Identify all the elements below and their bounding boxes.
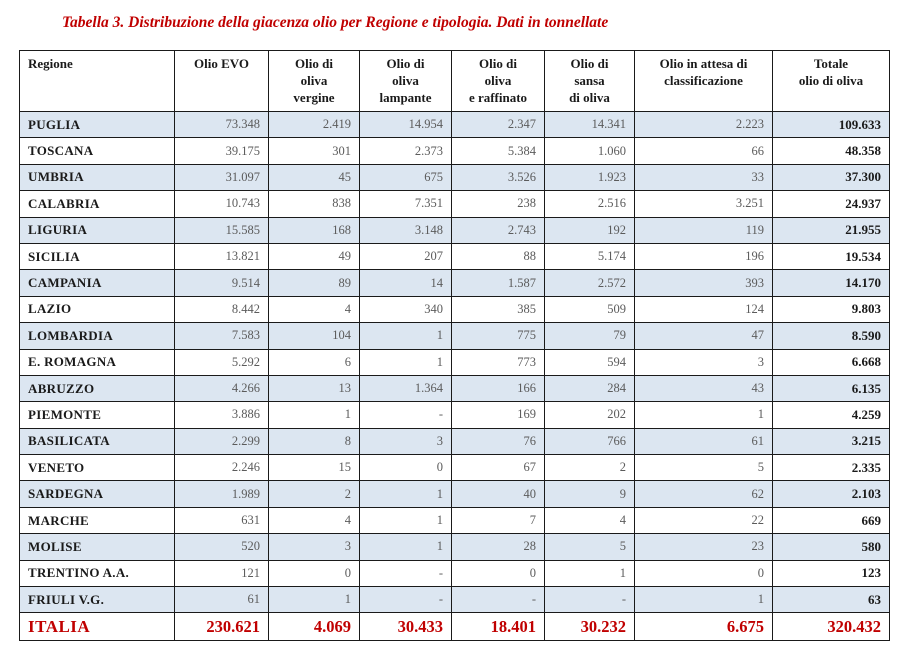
value-cell: 7.583: [175, 323, 269, 349]
value-cell: -: [360, 560, 452, 586]
value-cell: 0: [360, 455, 452, 481]
region-cell: LIGURIA: [20, 217, 175, 243]
header-line: classificazione: [664, 73, 743, 88]
column-header: [635, 51, 773, 112]
column-header: [360, 51, 452, 112]
value-cell: 520: [175, 534, 269, 560]
value-cell: 13.821: [175, 243, 269, 269]
column-header: [175, 51, 269, 112]
value-cell: 775: [452, 323, 545, 349]
value-cell: 6: [269, 349, 360, 375]
table-row: [20, 587, 890, 613]
table-row: [20, 349, 890, 375]
value-cell: 5.384: [452, 138, 545, 164]
value-cell: 3.886: [175, 402, 269, 428]
header-line: di oliva: [569, 90, 610, 105]
value-cell: 1: [545, 560, 635, 586]
header-line: Olio di: [386, 56, 425, 71]
table-row: [20, 323, 890, 349]
value-cell: 49: [269, 243, 360, 269]
table-row: [20, 164, 890, 190]
header-line: sansa: [574, 73, 605, 88]
italia-label: ITALIA: [20, 613, 175, 641]
value-cell: 31.097: [175, 164, 269, 190]
value-cell: 675: [360, 164, 452, 190]
region-cell: PUGLIA: [20, 112, 175, 138]
value-cell: 284: [545, 375, 635, 401]
total-cell: 9.803: [773, 296, 890, 322]
value-cell: 1: [360, 481, 452, 507]
value-cell: 73.348: [175, 112, 269, 138]
total-cell: 669: [773, 507, 890, 533]
header-line: oliva: [484, 73, 512, 88]
value-cell: 61: [175, 587, 269, 613]
total-cell: 48.358: [773, 138, 890, 164]
national-total-cell: 230.621: [175, 613, 269, 641]
region-cell: E. ROMAGNA: [20, 349, 175, 375]
national-total-cell: 18.401: [452, 613, 545, 641]
value-cell: 4: [269, 296, 360, 322]
value-cell: 9: [545, 481, 635, 507]
header-line: Regione: [28, 56, 73, 71]
table-row: [20, 534, 890, 560]
table-row: [20, 243, 890, 269]
table-row: [20, 402, 890, 428]
value-cell: 594: [545, 349, 635, 375]
total-cell: 14.170: [773, 270, 890, 296]
value-cell: 238: [452, 191, 545, 217]
value-cell: 1: [360, 349, 452, 375]
table-row: [20, 428, 890, 454]
value-cell: 10.743: [175, 191, 269, 217]
value-cell: 1: [269, 402, 360, 428]
value-cell: 22: [635, 507, 773, 533]
value-cell: 14.954: [360, 112, 452, 138]
value-cell: -: [360, 402, 452, 428]
value-cell: 66: [635, 138, 773, 164]
value-cell: 9.514: [175, 270, 269, 296]
header-line: Olio EVO: [194, 56, 249, 71]
national-total-cell: 30.232: [545, 613, 635, 641]
value-cell: 838: [269, 191, 360, 217]
value-cell: 61: [635, 428, 773, 454]
value-cell: 2.373: [360, 138, 452, 164]
region-cell: CALABRIA: [20, 191, 175, 217]
national-total-cell: 30.433: [360, 613, 452, 641]
total-cell: 24.937: [773, 191, 890, 217]
value-cell: 196: [635, 243, 773, 269]
header-line: e raffinato: [468, 90, 528, 105]
value-cell: 1.060: [545, 138, 635, 164]
value-cell: -: [545, 587, 635, 613]
value-cell: 168: [269, 217, 360, 243]
value-cell: 124: [635, 296, 773, 322]
value-cell: 1: [360, 534, 452, 560]
value-cell: 89: [269, 270, 360, 296]
value-cell: 40: [452, 481, 545, 507]
value-cell: 1.364: [360, 375, 452, 401]
region-cell: MARCHE: [20, 507, 175, 533]
column-header: [545, 51, 635, 112]
table-row: [20, 375, 890, 401]
total-cell: 2.103: [773, 481, 890, 507]
value-cell: 3: [635, 349, 773, 375]
value-cell: 43: [635, 375, 773, 401]
value-cell: 14: [360, 270, 452, 296]
value-cell: 79: [545, 323, 635, 349]
header-line: oliva: [300, 73, 328, 88]
value-cell: 773: [452, 349, 545, 375]
region-cell: SICILIA: [20, 243, 175, 269]
value-cell: 23: [635, 534, 773, 560]
region-cell: SARDEGNA: [20, 481, 175, 507]
value-cell: 1.587: [452, 270, 545, 296]
value-cell: 2.743: [452, 217, 545, 243]
value-cell: 14.341: [545, 112, 635, 138]
total-cell: 2.335: [773, 455, 890, 481]
total-cell: 21.955: [773, 217, 890, 243]
value-cell: 76: [452, 428, 545, 454]
region-cell: PIEMONTE: [20, 402, 175, 428]
value-cell: 0: [269, 560, 360, 586]
value-cell: 67: [452, 455, 545, 481]
value-cell: 88: [452, 243, 545, 269]
header-line: lampante: [379, 90, 432, 105]
value-cell: 5.292: [175, 349, 269, 375]
value-cell: 192: [545, 217, 635, 243]
table-row: [20, 217, 890, 243]
value-cell: 385: [452, 296, 545, 322]
table-row: [20, 507, 890, 533]
total-cell: 19.534: [773, 243, 890, 269]
total-cell: 63: [773, 587, 890, 613]
region-cell: BASILICATA: [20, 428, 175, 454]
value-cell: 340: [360, 296, 452, 322]
header-line: Olio in attesa di: [659, 56, 748, 71]
region-cell: MOLISE: [20, 534, 175, 560]
value-cell: 2: [545, 455, 635, 481]
table-row: [20, 455, 890, 481]
value-cell: 8.442: [175, 296, 269, 322]
value-cell: 13: [269, 375, 360, 401]
value-cell: 2.347: [452, 112, 545, 138]
column-header: [773, 51, 890, 112]
value-cell: 3: [360, 428, 452, 454]
value-cell: 5: [545, 534, 635, 560]
value-cell: 121: [175, 560, 269, 586]
value-cell: 1.923: [545, 164, 635, 190]
total-cell: 37.300: [773, 164, 890, 190]
value-cell: 393: [635, 270, 773, 296]
table-row: [20, 191, 890, 217]
column-header: [269, 51, 360, 112]
value-cell: 2: [269, 481, 360, 507]
header-line: Olio di: [570, 56, 609, 71]
table-caption: Tabella 3. Distribuzione della giacenza olio per Regione e tipologia. Dati in tonnellate: [62, 14, 609, 31]
value-cell: 2.246: [175, 455, 269, 481]
region-cell: ABRUZZO: [20, 375, 175, 401]
total-row: [20, 613, 890, 641]
total-cell: 6.668: [773, 349, 890, 375]
value-cell: 0: [452, 560, 545, 586]
value-cell: -: [360, 587, 452, 613]
table-row: [20, 112, 890, 138]
value-cell: 2.419: [269, 112, 360, 138]
value-cell: 39.175: [175, 138, 269, 164]
value-cell: 7: [452, 507, 545, 533]
total-cell: 8.590: [773, 323, 890, 349]
region-cell: LAZIO: [20, 296, 175, 322]
value-cell: 1: [360, 507, 452, 533]
region-cell: TOSCANA: [20, 138, 175, 164]
value-cell: 169: [452, 402, 545, 428]
region-cell: CAMPANIA: [20, 270, 175, 296]
header-region: [20, 51, 175, 112]
value-cell: 3.526: [452, 164, 545, 190]
header-line: olio di oliva: [798, 73, 864, 88]
header-line: vergine: [293, 90, 335, 105]
value-cell: 3: [269, 534, 360, 560]
table-row: [20, 270, 890, 296]
value-cell: 119: [635, 217, 773, 243]
total-cell: 6.135: [773, 375, 890, 401]
region-cell: UMBRIA: [20, 164, 175, 190]
value-cell: 5: [635, 455, 773, 481]
value-cell: 2.516: [545, 191, 635, 217]
value-cell: 631: [175, 507, 269, 533]
national-total-cell: 6.675: [635, 613, 773, 641]
value-cell: 509: [545, 296, 635, 322]
column-header: [452, 51, 545, 112]
value-cell: 15.585: [175, 217, 269, 243]
value-cell: 166: [452, 375, 545, 401]
value-cell: 28: [452, 534, 545, 560]
table-row: [20, 560, 890, 586]
table-row: [20, 481, 890, 507]
table-row: [20, 138, 890, 164]
value-cell: 207: [360, 243, 452, 269]
value-cell: 766: [545, 428, 635, 454]
value-cell: 8: [269, 428, 360, 454]
value-cell: 1.989: [175, 481, 269, 507]
value-cell: 3.251: [635, 191, 773, 217]
value-cell: 1: [635, 402, 773, 428]
value-cell: 301: [269, 138, 360, 164]
value-cell: 4: [545, 507, 635, 533]
region-cell: VENETO: [20, 455, 175, 481]
national-total-cell: 4.069: [269, 613, 360, 641]
value-cell: 104: [269, 323, 360, 349]
value-cell: 15: [269, 455, 360, 481]
value-cell: 7.351: [360, 191, 452, 217]
total-cell: 4.259: [773, 402, 890, 428]
value-cell: 2.223: [635, 112, 773, 138]
region-cell: TRENTINO A.A.: [20, 560, 175, 586]
value-cell: 45: [269, 164, 360, 190]
region-cell: LOMBARDIA: [20, 323, 175, 349]
total-cell: 580: [773, 534, 890, 560]
value-cell: 202: [545, 402, 635, 428]
header-line: Olio di: [295, 56, 333, 71]
value-cell: 5.174: [545, 243, 635, 269]
total-cell: 3.215: [773, 428, 890, 454]
value-cell: 47: [635, 323, 773, 349]
header-line: oliva: [392, 73, 419, 88]
table-body: [20, 112, 890, 613]
olive-oil-stock-table: [19, 50, 890, 641]
value-cell: 4: [269, 507, 360, 533]
value-cell: 3.148: [360, 217, 452, 243]
header-line: Olio di: [479, 56, 517, 71]
table-row: [20, 296, 890, 322]
value-cell: 4.266: [175, 375, 269, 401]
grand-total-cell: 320.432: [773, 613, 890, 641]
value-cell: 2.299: [175, 428, 269, 454]
value-cell: -: [452, 587, 545, 613]
value-cell: 1: [360, 323, 452, 349]
region-cell: FRIULI V.G.: [20, 587, 175, 613]
value-cell: 1: [635, 587, 773, 613]
header-row: [20, 51, 890, 112]
total-cell: 123: [773, 560, 890, 586]
value-cell: 62: [635, 481, 773, 507]
value-cell: 0: [635, 560, 773, 586]
total-cell: 109.633: [773, 112, 890, 138]
value-cell: 1: [269, 587, 360, 613]
value-cell: 33: [635, 164, 773, 190]
value-cell: 2.572: [545, 270, 635, 296]
header-line: Totale: [813, 56, 849, 71]
